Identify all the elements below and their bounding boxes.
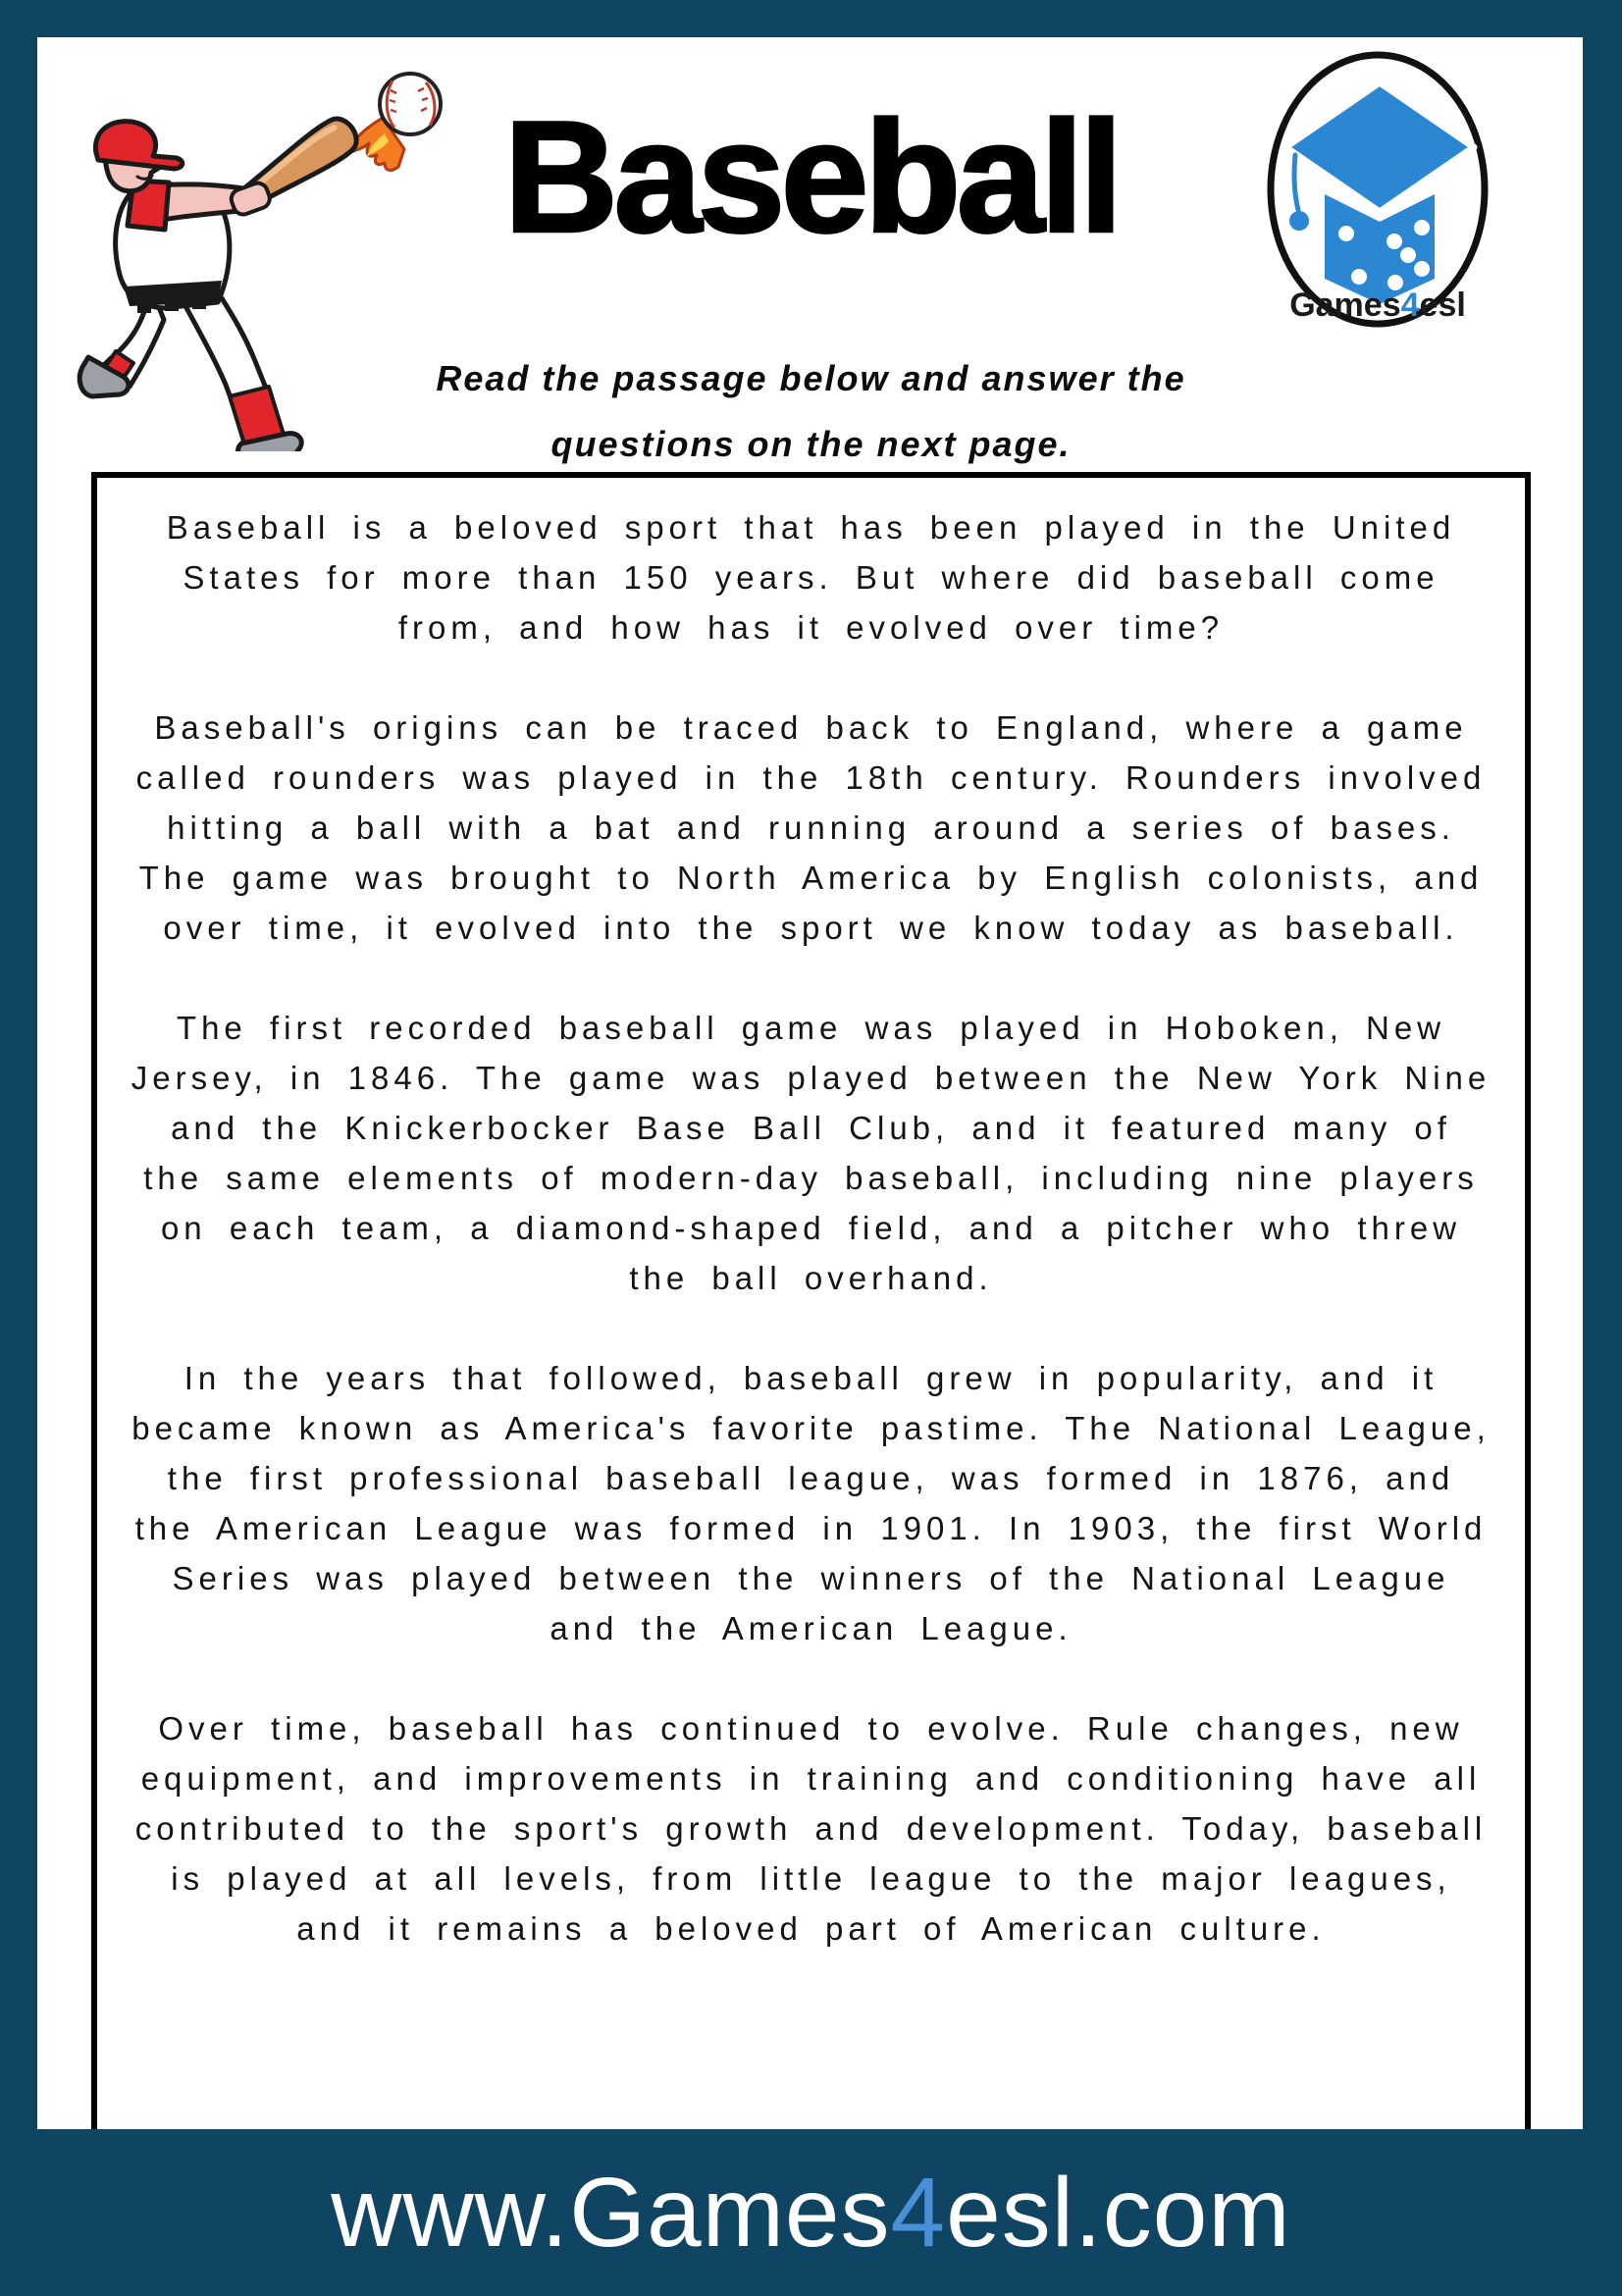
instruction-line-1: Read the passage below and answer the <box>436 358 1186 398</box>
passage-paragraph: Baseball's origins can be traced back to England, where a game called rounders was played in the 18th century. Rounders involved hitting a ball with a bat and running around a series of bases. The game was brought to North America by English colonists, and over time, it evolved into the sport we know today as baseball. <box>135 709 1487 946</box>
passage-box <box>91 472 1531 2161</box>
page-title: Baseball <box>503 88 1119 266</box>
passage-text <box>97 478 1525 1978</box>
instruction-text <box>0 345 1622 477</box>
footer-url-suffix: esl.com <box>946 2157 1291 2268</box>
footer-url-accent: 4 <box>890 2157 947 2268</box>
logo-name-suffix: esl <box>1419 287 1466 324</box>
footer-band <box>0 2129 1622 2296</box>
instruction-line-2: questions on the next page. <box>550 424 1072 464</box>
passage-paragraph: The first recorded baseball game was played in Hoboken, New Jersey, in 1846. The game was played between the New York Nine and the Knickerbocker Base Ball Club, and it featured many of the same elements of modern-day baseball, including nine players on each team, a diamond-shaped field, and a pitcher who threw the ball overhand. <box>131 1010 1491 1296</box>
footer-url-prefix: www.Games <box>331 2157 891 2268</box>
footer-url <box>331 2157 1290 2270</box>
games4esl-logo <box>1264 49 1491 334</box>
logo-name-prefix: Games <box>1289 287 1401 324</box>
passage-paragraph: Over time, baseball has continued to evolve. Rule changes, new equipment, and improvements in training and conditioning have all contributed to the sport's growth and development. Today, baseball is played at all levels, from little league to the major leagues, and it remains a beloved part of American culture. <box>134 1710 1488 1947</box>
logo-wordmark <box>1289 287 1466 324</box>
passage-paragraph: In the years that followed, baseball grew in popularity, and it became known as America's favorite pastime. The National League, the first professional baseball league, was formed in 1876, and the American League was formed in 1901. In 1903, the first World Series was played between the winners of the National League and the American League. <box>131 1360 1491 1646</box>
logo-name-accent: 4 <box>1400 287 1420 324</box>
passage-paragraph: Baseball is a beloved sport that has been played in the United States for more than 150 years. But where did baseball come from, and how has it evolved over time? <box>166 509 1456 646</box>
